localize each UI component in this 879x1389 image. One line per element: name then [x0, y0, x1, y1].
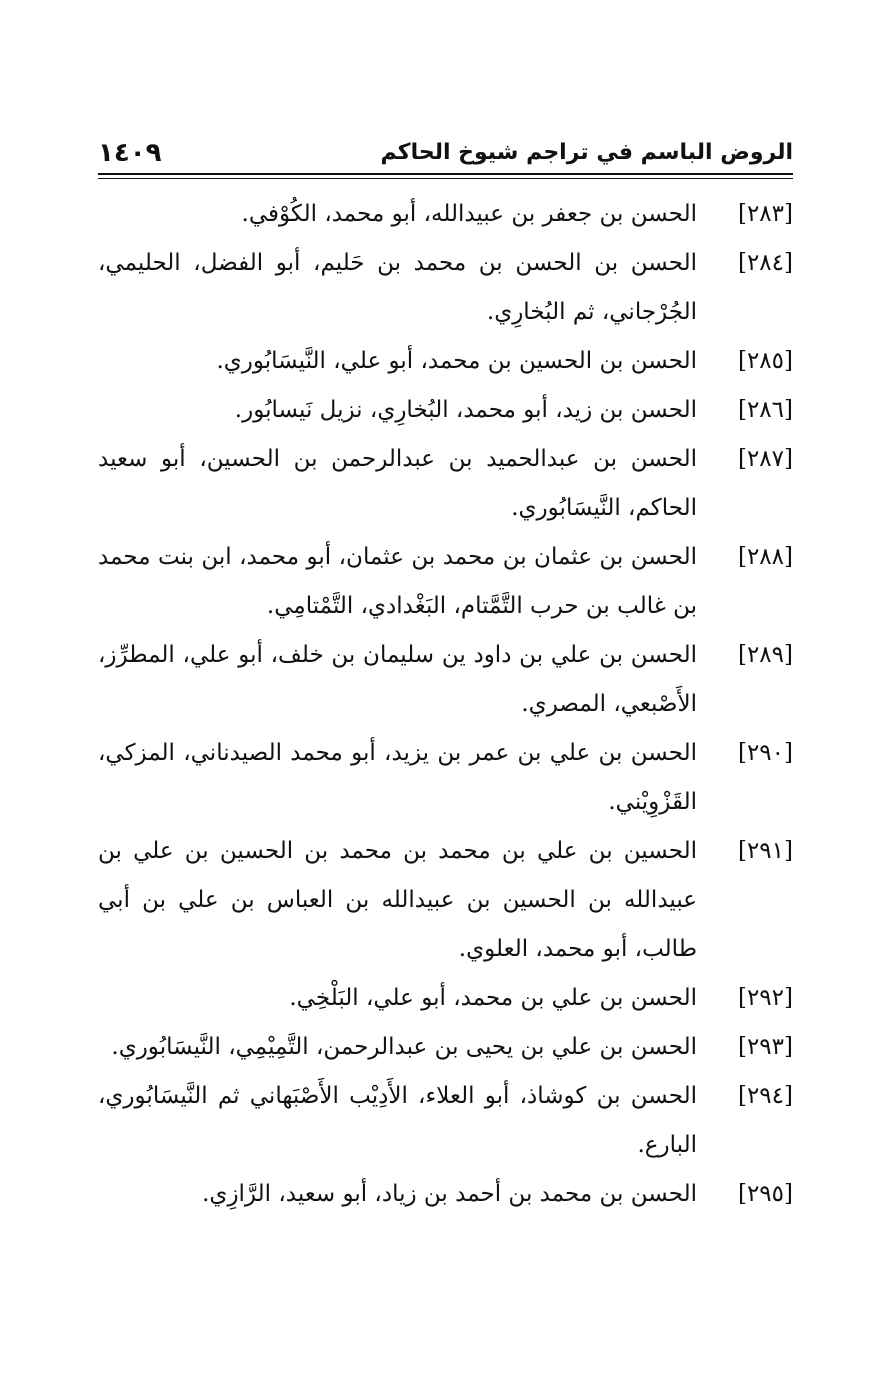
page-header — [98, 128, 793, 168]
biography-list — [98, 190, 793, 1219]
entry-text: الحسن بن علي بن داود ين سليمان بن خلف، أبو علي، المطرِّز، الأَصْبعي، المصري. — [98, 642, 697, 717]
entry-number: [٢٨٦] — [737, 397, 793, 423]
entry-286 — [98, 386, 793, 435]
entry-text: الحسن بن علي بن يحيى بن عبدالرحمن، التَّمِيْمِي، النَّيسَابُوري. — [111, 1034, 697, 1060]
entry-number: [٢٩٣] — [737, 1034, 793, 1060]
entry-text: الحسن بن علي بن محمد، أبو علي، البَلْخِي. — [289, 985, 697, 1011]
entry-text: الحسن بن الحسين بن محمد، أبو علي، النَّيسَابُوري. — [216, 348, 697, 374]
running-title: الروض الباسم في تراجم شيوخ الحاكم — [380, 140, 793, 165]
entry-number: [٢٩١] — [737, 838, 793, 864]
entry-text: الحسن بن محمد بن أحمد بن زياد، أبو سعيد، الرَّازِي. — [202, 1181, 697, 1207]
entry-text: الحسن بن الحسن بن محمد بن حَليم، أبو الفضل، الحليمي، الجُرْجاني، ثم البُخارِي. — [98, 250, 697, 325]
entry-295 — [98, 1170, 793, 1219]
entry-288 — [98, 533, 793, 631]
entry-text: الحسن بن عثمان بن محمد بن عثمان، أبو محمد، ابن بنت محمد بن غالب بن حرب التَّمَّتام، البَغْدادي، التَّمْتامِي. — [98, 544, 697, 619]
entry-number: [٢٨٤] — [737, 250, 793, 276]
entry-number: [٢٩٢] — [737, 985, 793, 1011]
entry-number: [٢٨٩] — [737, 642, 793, 668]
entry-290 — [98, 729, 793, 827]
entry-number: [٢٨٧] — [737, 446, 793, 472]
header-rule-thin — [98, 178, 793, 179]
entry-291 — [98, 827, 793, 974]
header-rule-thick — [98, 173, 793, 175]
entry-289 — [98, 631, 793, 729]
page-number: ١٤٠٩ — [98, 138, 162, 168]
entry-number: [٢٨٥] — [737, 348, 793, 374]
entry-text: الحسن بن جعفر بن عبيدالله، أبو محمد، الكُوْفي. — [241, 201, 697, 227]
entry-294 — [98, 1072, 793, 1170]
entry-text: الحسن بن عبدالحميد بن عبدالرحمن بن الحسين، أبو سعيد الحاكم، النَّيسَابُوري. — [98, 446, 697, 521]
entry-number: [٢٩٠] — [737, 740, 793, 766]
entry-number: [٢٩٥] — [737, 1181, 793, 1207]
entry-284 — [98, 239, 793, 337]
entry-287 — [98, 435, 793, 533]
entry-292 — [98, 974, 793, 1023]
entry-number: [٢٩٤] — [737, 1083, 793, 1109]
entry-293 — [98, 1023, 793, 1072]
entry-283 — [98, 190, 793, 239]
entry-text: الحسن بن علي بن عمر بن يزيد، أبو محمد الصيدناني، المزكي، القَزْوِيْني. — [98, 740, 697, 815]
entry-text: الحسين بن علي بن محمد بن محمد بن الحسين بن علي بن عبيدالله بن الحسين بن عبيدالله بن العباس بن علي بن أبي طالب، أبو محمد، العلوي. — [98, 838, 697, 962]
entry-number: [٢٨٣] — [737, 201, 793, 227]
entry-285 — [98, 337, 793, 386]
entry-number: [٢٨٨] — [737, 544, 793, 570]
entry-text: الحسن بن زيد، أبو محمد، البُخارِي، نزيل نَيسابُور. — [234, 397, 697, 423]
entry-text: الحسن بن كوشاذ، أبو العلاء، الأَدِيْب الأَصْبَهاني ثم النَّيسَابُوري، البارع. — [98, 1083, 697, 1158]
